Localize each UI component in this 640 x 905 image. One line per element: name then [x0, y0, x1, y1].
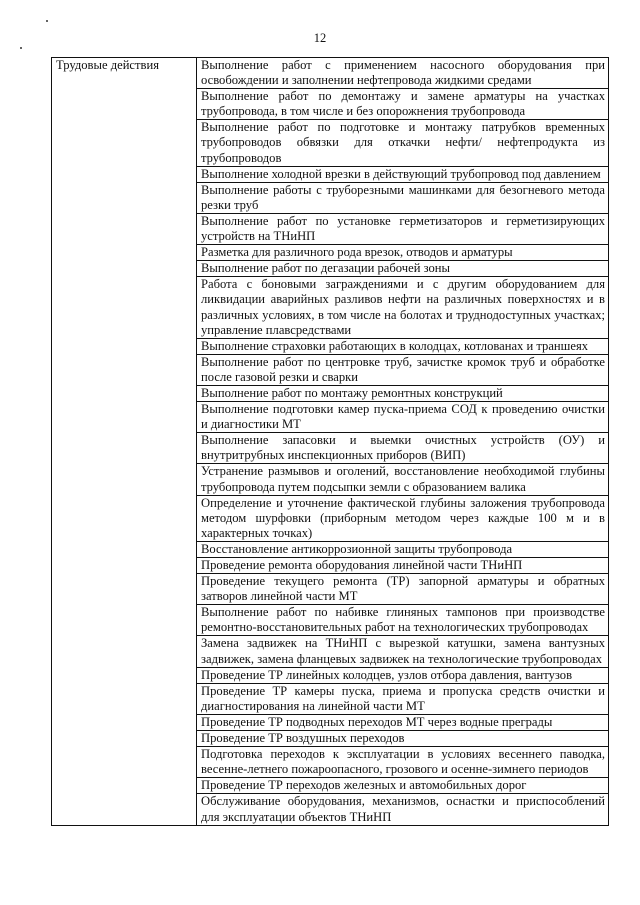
labor-action-text: Обслуживание оборудования, механизмов, оснастки и приспособлений для эксплуатации объектов ТНиНП	[201, 794, 605, 824]
labor-action-cell	[197, 385, 609, 401]
labor-action-text: Выполнение подготовки камер пуска-приема СОД к проведению очистки и диагностики МТ	[201, 402, 605, 432]
labor-action-text: Проведение ремонта оборудования линейной части ТНиНП	[201, 558, 523, 572]
labor-action-text: Выполнение страховки работающих в колодцах, котлованах и траншеях	[201, 338, 589, 353]
labor-action-cell	[197, 277, 609, 338]
labor-action-text: Выполнение запасовки и выемки очистных устройств (ОУ) и внутритрубных инспекционных приборов (ВИП)	[201, 433, 605, 463]
labor-action-cell	[197, 354, 609, 385]
labor-action-text: Выполнение работ по центровке труб, зачистке кромок труб и обработке после газовой резки и сварки	[201, 354, 605, 384]
labor-action-cell	[197, 731, 609, 747]
labor-action-cell	[197, 402, 609, 433]
labor-action-text: Выполнение холодной врезки в действующий трубопровод под давлением	[201, 166, 601, 181]
labor-action-cell	[197, 794, 609, 825]
labor-action-text: Восстановление антикоррозионной защиты трубопровода	[201, 541, 513, 556]
labor-action-cell	[197, 541, 609, 557]
labor-action-text: Замена задвижек на ТНиНП с вырезкой катушки, замена вантузных задвижек, замена фланцевых задвижек на технологические трубопроводах	[201, 636, 605, 666]
labor-action-cell	[197, 464, 609, 495]
labor-action-cell	[197, 683, 609, 714]
labor-action-cell	[197, 778, 609, 794]
labor-actions-label: Трудовые действия	[52, 58, 197, 826]
labor-action-text: Выполнение работ по демонтажу и замене арматуры на участках трубопровода, в том числе и без опорожнения трубопровода	[201, 89, 605, 119]
labor-action-cell	[197, 120, 609, 166]
labor-action-text: Выполнение работ по подготовке и монтажу патрубков временных трубопроводов обвязки для откачки нефти/ нефтепродукта из трубопроводов	[201, 120, 605, 165]
labor-action-cell	[197, 667, 609, 683]
labor-action-cell	[197, 338, 609, 354]
labor-action-text: Определение и уточнение фактической глубины заложения трубопровода методом шурфовки (приборным методом через каждые 100 м и в характерных точках)	[201, 495, 605, 540]
labor-action-text: Выполнение работ по дегазации рабочей зоны	[201, 261, 450, 276]
labor-actions-table	[51, 57, 609, 826]
labor-action-cell	[197, 58, 609, 89]
labor-action-text: Работа с боновыми заграждениями и с другим оборудованием для ликвидации аварийных разливов нефти на различных поверхностях и в различных условиях, в том числе на болотах и труднодоступных участках; управление плавсредствами	[201, 277, 605, 337]
labor-action-cell	[197, 558, 609, 574]
labor-action-text: Выполнение работ по монтажу ремонтных конструкций	[201, 385, 503, 400]
labor-action-text: Проведение ТР линейных колодцев, узлов отбора давления, вантузов	[201, 667, 573, 682]
labor-action-text: Устранение размывов и оголений, восстановление необходимой глубины трубопровода путем подсыпки земли с образованием валика	[201, 464, 605, 494]
labor-action-cell	[197, 747, 609, 778]
page-number: 12	[313, 31, 327, 45]
table-row	[52, 58, 609, 89]
labor-action-cell	[197, 261, 609, 277]
labor-action-text: Проведение ТР подводных переходов МТ через водные преграды	[201, 714, 553, 729]
labor-action-text: Выполнение работы с труборезными машинками для безогневого метода резки труб	[201, 182, 605, 212]
labor-action-text: Проведение ТР камеры пуска, приема и пропуска средств очистки и диагностирования на линейной части МТ	[201, 683, 605, 713]
labor-action-cell	[197, 166, 609, 182]
labor-action-text: Проведение текущего ремонта (ТР) запорной арматуры и обратных затворов линейной части МТ	[201, 574, 605, 604]
labor-action-text: Разметка для различного рода врезок, отводов и арматуры	[201, 245, 513, 260]
labor-action-cell	[197, 636, 609, 667]
labor-action-cell	[197, 213, 609, 244]
labor-action-cell	[197, 89, 609, 120]
labor-action-cell	[197, 714, 609, 730]
scan-speck	[20, 47, 22, 49]
labor-action-cell	[197, 605, 609, 636]
labor-action-text: Проведение ТР переходов железных и автомобильных дорог	[201, 778, 527, 793]
labor-action-text: Проведение ТР воздушных переходов	[201, 731, 405, 746]
labor-action-text: Выполнение работ по набивке глиняных тампонов при производстве ремонтно-восстановительных работ на технологических трубопроводах	[201, 605, 605, 635]
labor-action-cell	[197, 574, 609, 605]
labor-action-text: Выполнение работ с применением насосного оборудования при освобождении и заполнении нефтепровода жидкими средами	[201, 58, 605, 88]
labor-action-text: Выполнение работ по установке герметизаторов и герметизирующих устройств на ТНиНП	[201, 213, 605, 244]
labor-action-cell	[197, 495, 609, 541]
labor-action-cell	[197, 245, 609, 261]
scan-speck	[46, 20, 48, 22]
labor-action-cell	[197, 433, 609, 464]
labor-action-text: Подготовка переходов к эксплуатации в условиях весеннего паводка, весенне-летнего пожароопасного, грозового и осенне-зимнего периодов	[201, 747, 605, 777]
labor-action-cell	[197, 182, 609, 213]
